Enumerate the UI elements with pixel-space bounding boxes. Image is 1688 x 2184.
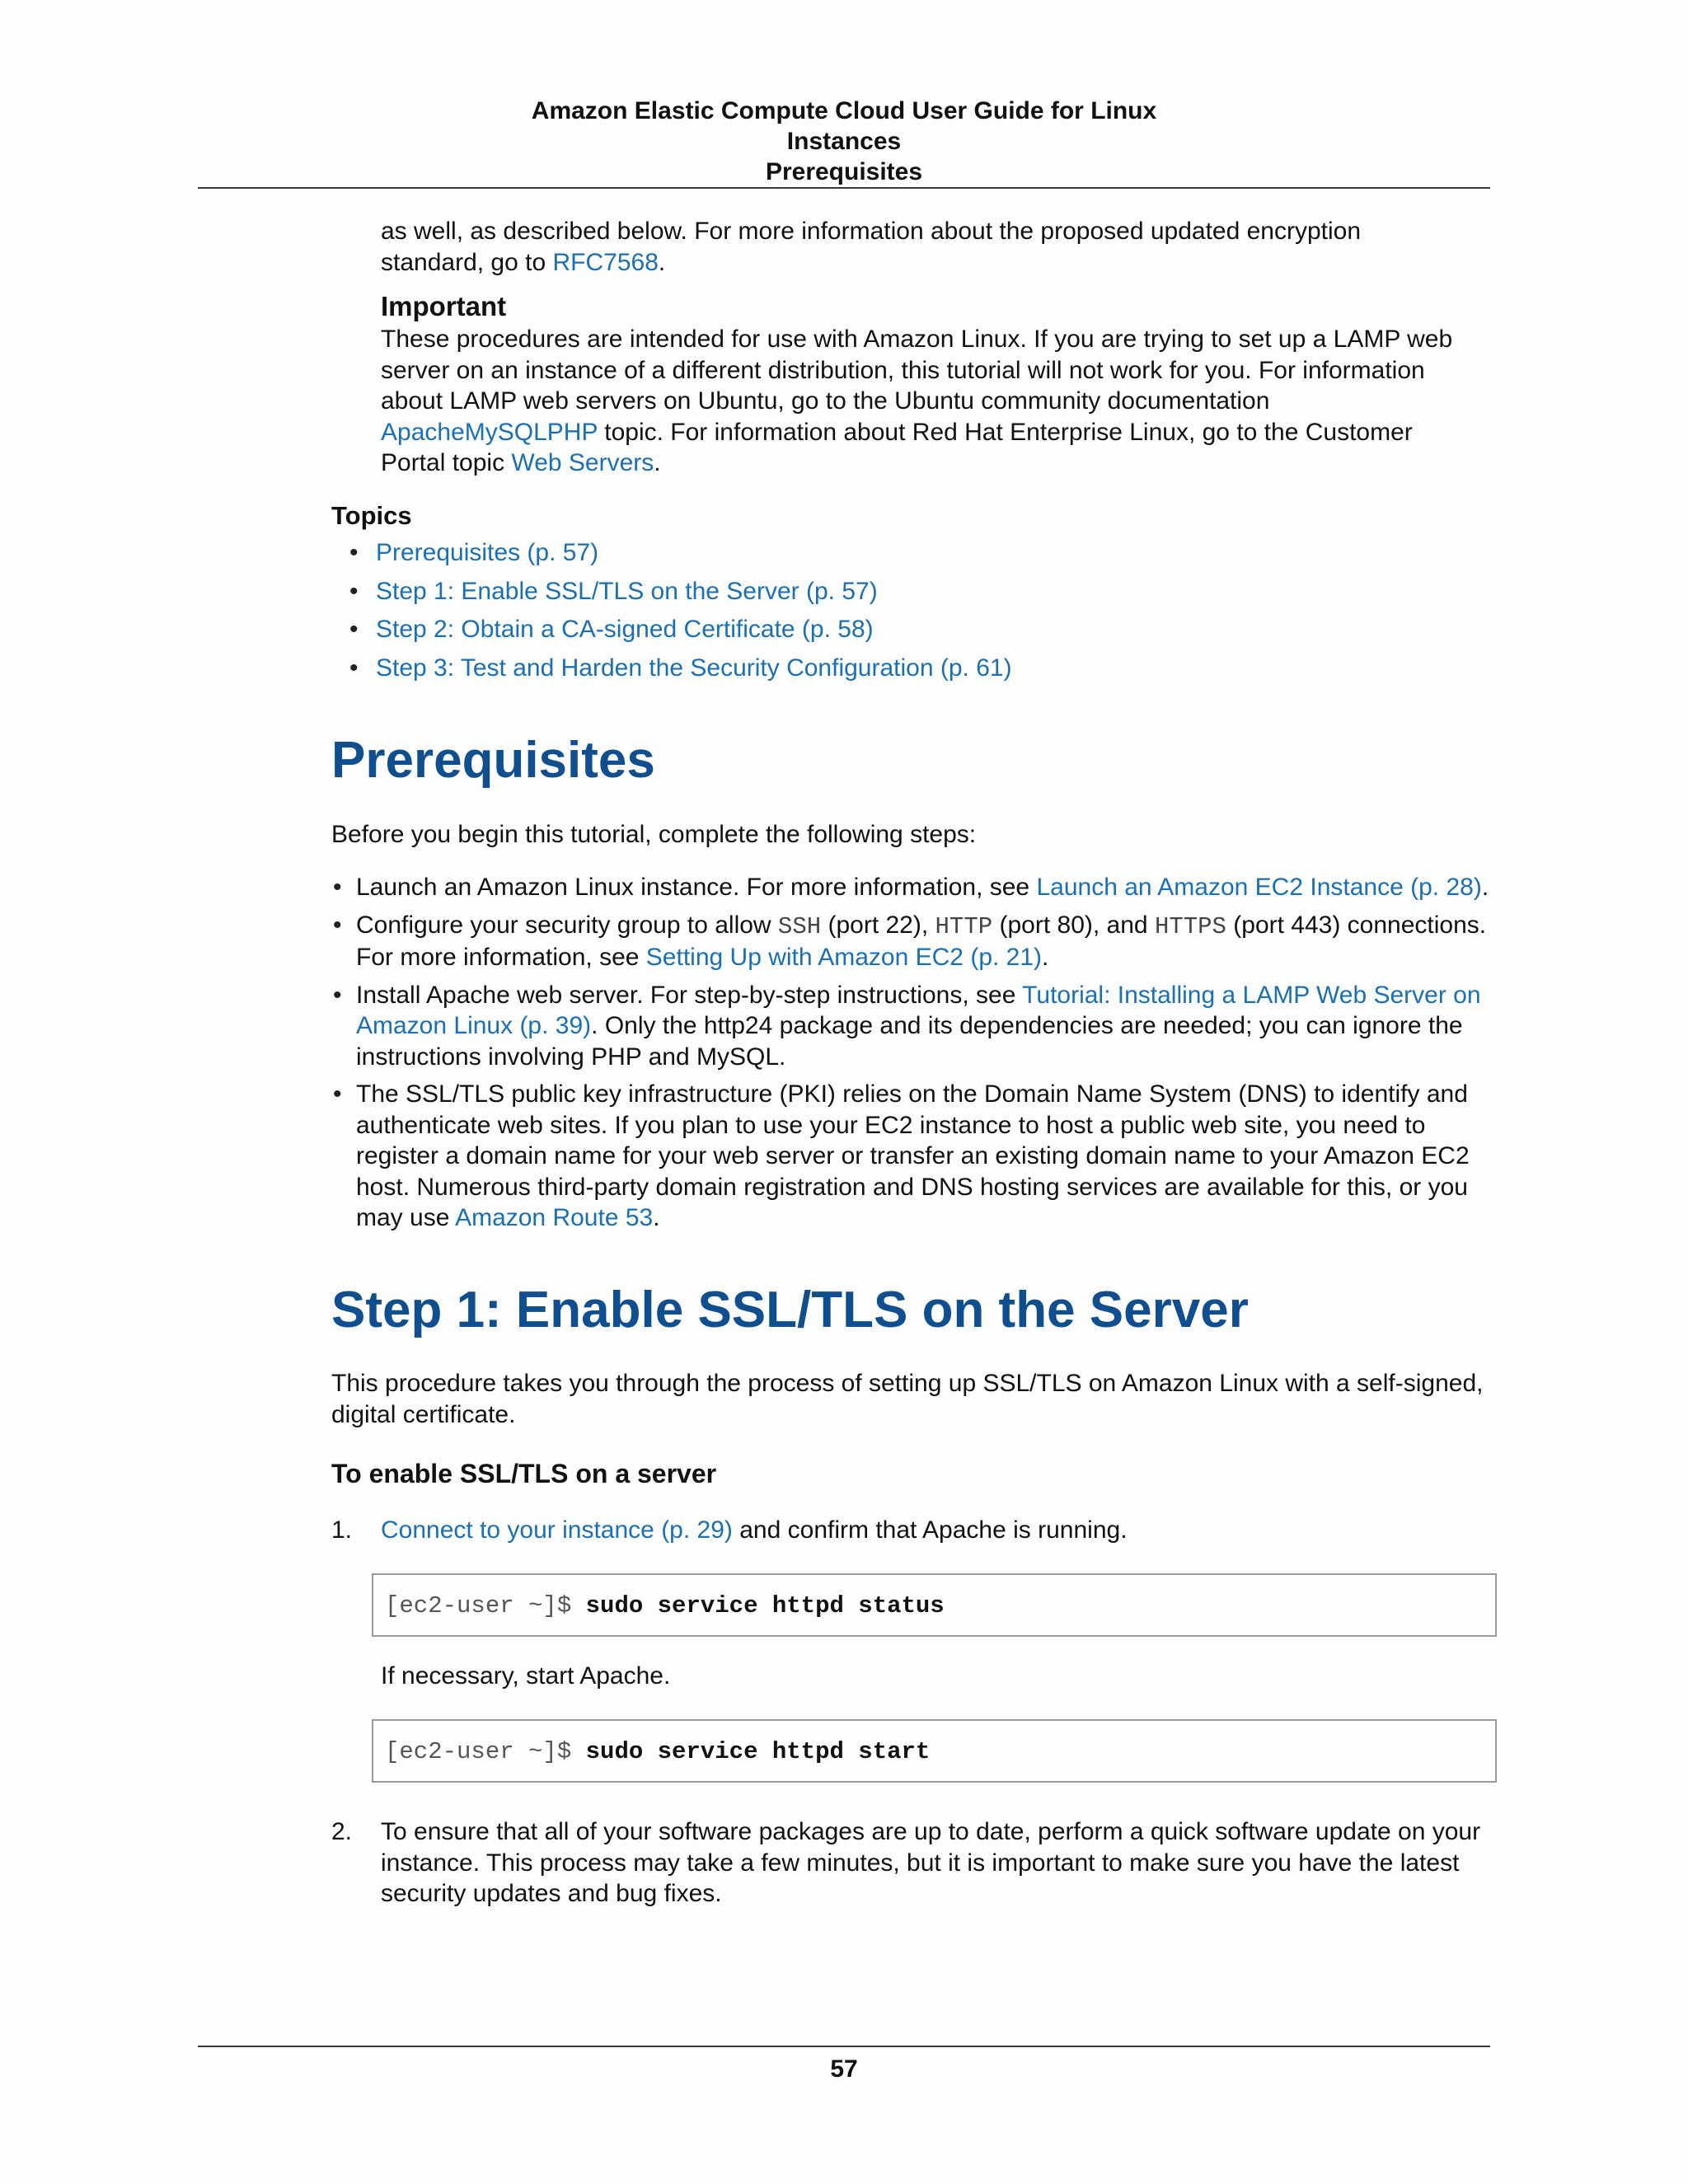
route53-link[interactable]: Amazon Route 53 — [455, 1204, 654, 1231]
header-rule — [198, 187, 1490, 189]
topics-heading: Topics — [331, 501, 412, 530]
rfc7568-link[interactable]: RFC7568 — [552, 248, 659, 276]
topic-link-step3[interactable]: Step 3: Test and Harden the Security Configuration (p. 61) — [376, 654, 1012, 682]
code-prompt: [ec2-user ~]$ — [385, 1738, 586, 1765]
step1-item1-text: Connect to your instance (p. 29) and confirm that Apache is running. — [381, 1516, 1128, 1544]
step1-subheading: To enable SSL/TLS on a server — [331, 1459, 717, 1488]
code-https: HTTPS — [1154, 912, 1226, 940]
connect-instance-link[interactable]: Connect to your instance (p. 29) — [381, 1516, 733, 1544]
web-servers-link[interactable]: Web Servers — [511, 449, 654, 476]
header-subsection: Prerequisites — [765, 158, 923, 185]
list-item: • Launch an Amazon Linux instance. For more information, see Launch an Amazon EC2 Instance (p. 28). — [331, 872, 1495, 903]
important-text: These procedures are intended for use with Amazon Linux. If you are trying to set up a LAMP web server on an instance of a different distribution, this tutorial will not work for you. For information about LAMP web servers on Ubuntu, go to the Ubuntu community documentation ApacheMySQLPHP topic. For information about Red Hat Enterprise Linux, go to the Customer Portal topic Web Servers. — [381, 326, 1453, 476]
topics-list — [348, 534, 1012, 687]
step-number-1: 1. — [331, 1516, 353, 1544]
step1-item2-text: To ensure that all of your software packages are up to date, perform a quick software update on your instance. This process may take a few minutes, but it is important to make sure you have the latest security updates and bug fixes. — [381, 1818, 1481, 1907]
list-item: • Install Apache web server. For step-by-step instructions, see Tutorial: Installing a LAMP Web Server on Amazon Linux (p. 39). Only the http24 package and its dependencies are needed; you can ignore the instructions involving PHP and MySQL. — [331, 980, 1495, 1073]
prerequisites-list — [331, 872, 1495, 1240]
important-heading: Important — [381, 291, 507, 321]
step1-intro: This procedure takes you through the process of setting up SSL/TLS on Amazon Linux with a self-signed, digital certificate. — [331, 1370, 1484, 1428]
list-item: • The SSL/TLS public key infrastructure (PKI) relies on the Domain Name System (DNS) to identify and authenticate web sites. If you plan to use your EC2 instance to host a public web site, you need to register a domain name for your web server or transfer an existing domain name to your Amazon EC2 host. Numerous third-party domain registration and DNS hosting services are available for this, or you may use Amazon Route 53. — [331, 1079, 1495, 1234]
start-apache-note: If necessary, start Apache. — [381, 1662, 671, 1690]
topic-link-prerequisites[interactable]: Prerequisites (p. 57) — [376, 539, 599, 566]
apachemysqlphp-link[interactable]: ApacheMySQLPHP — [381, 418, 598, 446]
code-block-start — [372, 1719, 1497, 1783]
topic-link-step2[interactable]: Step 2: Obtain a CA-signed Certificate (p. 58) — [376, 616, 874, 643]
intro-paragraph: as well, as described below. For more information about the proposed updated encryption standard, go to RFC7568. — [381, 218, 1362, 276]
code-block-status — [372, 1573, 1497, 1637]
list-item — [348, 611, 1012, 649]
lamp-tutorial-link[interactable]: Tutorial: Installing a LAMP Web Server on Amazon Linux (p. 39) — [356, 981, 1481, 1039]
launch-instance-link[interactable]: Launch an Amazon EC2 Instance (p. 28) — [1036, 874, 1482, 901]
list-item — [348, 649, 1012, 688]
footer-rule — [198, 2046, 1490, 2047]
header-section: Instances — [786, 128, 902, 155]
list-item — [348, 573, 1012, 612]
code-http: HTTP — [935, 912, 993, 940]
header-doc-title: Amazon Elastic Compute Cloud User Guide for Linux — [531, 97, 1157, 124]
code-command: sudo service httpd status — [585, 1592, 945, 1619]
page-number: 57 — [830, 2055, 858, 2083]
list-item — [348, 534, 1012, 573]
step1-title: Step 1: Enable SSL/TLS on the Server — [331, 1282, 1249, 1338]
step-number-2: 2. — [331, 1818, 353, 1845]
code-ssh: SSH — [777, 912, 822, 940]
setting-up-link[interactable]: Setting Up with Amazon EC2 (p. 21) — [645, 944, 1043, 971]
topic-link-step1[interactable]: Step 1: Enable SSL/TLS on the Server (p. 57) — [376, 577, 878, 605]
code-command: sudo service httpd start — [585, 1738, 931, 1765]
prerequisites-title: Prerequisites — [331, 732, 655, 789]
list-item: • Configure your security group to allow SSH (port 22), HTTP (port 80), and HTTPS (port 443) connections. For more information, see Setting Up with Amazon EC2 (p. 21). — [331, 910, 1495, 973]
prerequisites-intro: Before you begin this tutorial, complete the following steps: — [331, 821, 977, 848]
running-header — [0, 96, 1688, 187]
code-prompt: [ec2-user ~]$ — [385, 1592, 586, 1619]
